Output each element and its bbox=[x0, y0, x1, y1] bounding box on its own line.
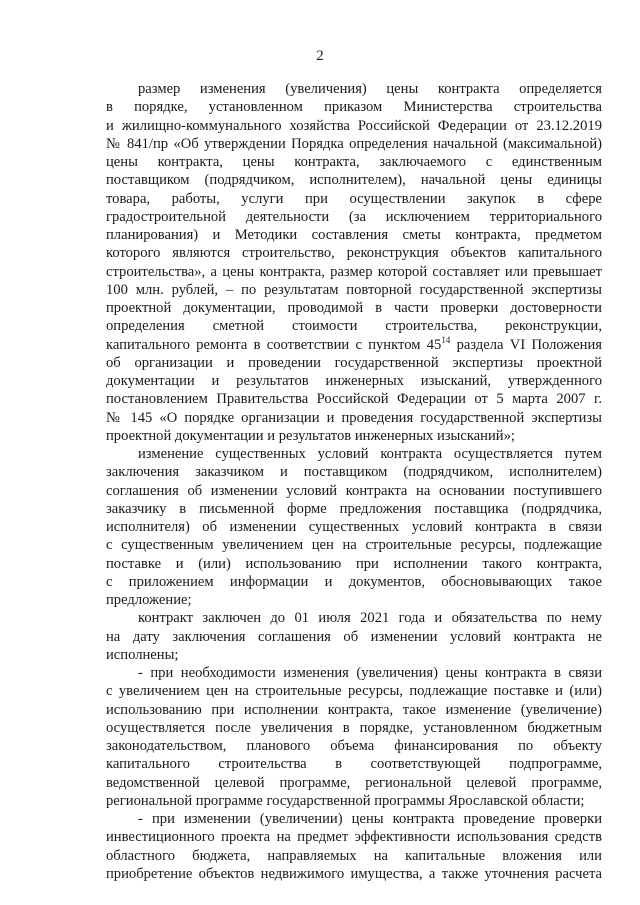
text-line: осуществляется после увеличения в порядке, установленном бюджетным bbox=[106, 719, 602, 736]
superscript: 14 bbox=[441, 334, 451, 345]
text-line: исполнены; bbox=[106, 646, 179, 663]
text-line: которого являются строительство, реконструкция объектов капитального bbox=[106, 245, 602, 262]
paragraph-1 bbox=[106, 80, 602, 445]
text-line: строительства», а цены контракта, размер которой составляет или превышает bbox=[106, 263, 602, 280]
text-line: проектной документации, проводимой в части проверки достоверности bbox=[106, 300, 602, 316]
text-line: капитального строительства в соответствующей подпрограмме, bbox=[106, 756, 602, 773]
text-line: поставке и (или) использованию при исполнении такого контракта, bbox=[106, 555, 602, 572]
text-line: контракт заключен до 01 июля 2021 года и обязательства по нему bbox=[138, 610, 602, 627]
text-line: - при необходимости изменения (увеличения) цены контракта в связи bbox=[138, 665, 602, 681]
text-line: исполнителя) об изменении существенных условий контракта в связи bbox=[106, 519, 602, 535]
text-line: капитального ремонта в соответствии с пунктом $45^{14}$ раздела VI Положения bbox=[106, 334, 602, 353]
text-line: градостроительной деятельности (за исключением территориального bbox=[106, 208, 602, 225]
text-line: в порядке, установленном приказом Министерства строительства bbox=[106, 99, 602, 116]
text-line: определения сметной стоимости строительства, реконструкции, bbox=[106, 318, 602, 335]
page-number: 2 bbox=[316, 48, 324, 64]
text-line: с существенным увеличением цен на строительные ресурсы, подлежащие bbox=[106, 537, 602, 554]
text-line: - при изменении (увеличении) цены контракта проведение проверки bbox=[138, 811, 602, 827]
paragraph-3 bbox=[106, 609, 602, 664]
text-line: товара, работы, услуги при осуществлении закупок в сфере bbox=[106, 190, 602, 207]
text-line: изменение существенных условий контракта осуществляется путем bbox=[138, 446, 602, 462]
text-line: № 145 «О порядке организации и проведения государственной экспертизы bbox=[106, 409, 602, 426]
text-line: на дату заключения соглашения об изменении условий контракта не bbox=[106, 628, 602, 645]
text-line: областного бюджета, направляемых на капитальные вложения или bbox=[106, 847, 602, 864]
text-line: инвестиционного проекта на предмет эффективности использования средств bbox=[106, 829, 602, 846]
text-line: № 841/пр «Об утверждении Порядка определения начальной (максимальной) bbox=[106, 135, 602, 152]
paragraph-5 bbox=[106, 810, 602, 883]
document-body bbox=[106, 80, 602, 883]
text-line: заключения заказчиком и поставщиком (подрядчиком, исполнителем) bbox=[106, 464, 602, 481]
text-line: и жилищно-коммунального хозяйства Российской Федерации от 23.12.2019 bbox=[106, 117, 602, 134]
text-line: ведомственной целевой программе, региональной целевой программе, bbox=[106, 774, 602, 791]
text-line: постановлением Правительства Российской Федерации от 5 марта 2007 г. bbox=[106, 391, 602, 408]
text-line: с увеличением цен на строительные ресурсы, подлежащие поставке и (или) bbox=[106, 683, 602, 700]
text-line: поставщиком (подрядчиком, исполнителем), начальной цены единицы bbox=[106, 172, 602, 189]
paragraph-4 bbox=[106, 664, 602, 810]
text-line: соглашения об изменении условий контракта на основании поступившего bbox=[106, 482, 602, 499]
text-line: размер изменения (увеличения) цены контракта определяется bbox=[138, 81, 602, 97]
text-line-tail: раздела VI Положения bbox=[450, 336, 602, 353]
text-line: проектной документации и результатов инженерных изысканий»; bbox=[106, 427, 515, 444]
text-line: об организации и проведении государственной экспертизы проектной bbox=[106, 354, 602, 371]
text-line: региональной программе государственной программы Ярославской области; bbox=[106, 792, 585, 809]
paragraph-2 bbox=[106, 445, 602, 609]
text-line: планирования) и Методики составления сметы контракта, предметом bbox=[106, 227, 602, 243]
text-line: 100 млн. рублей, – по результатам повторной государственной экспертизы bbox=[106, 281, 602, 298]
text-line: с приложением информации и документов, обосновывающих такое bbox=[106, 573, 602, 590]
text-line: предложение; bbox=[106, 592, 192, 608]
text-line: использованию при исполнении контракта, такое изменение (увеличение) bbox=[106, 701, 602, 718]
text-line: документации и результатов инженерных изысканий, утвержденного bbox=[106, 373, 602, 389]
text-line: цены контракта, цены контракта, заключаемого с единственным bbox=[106, 154, 602, 170]
text-line: заказчику в письменной форме предложения поставщика (подрядчика, bbox=[106, 500, 602, 517]
text-line: законодательством, планового объема финансирования по объекту bbox=[106, 738, 602, 754]
text-line: приобретение объектов недвижимого имущества, а также уточнения расчета bbox=[106, 865, 602, 882]
